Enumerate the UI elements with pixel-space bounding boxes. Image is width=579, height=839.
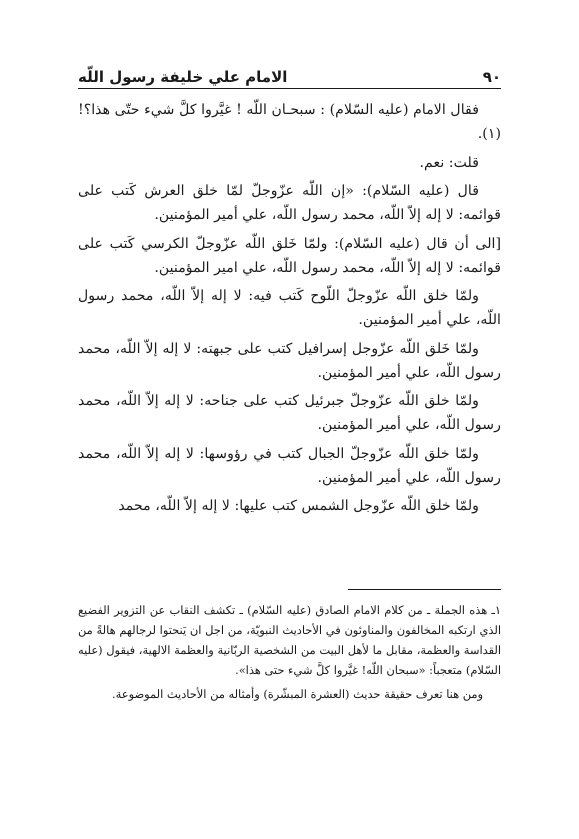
paragraph: [الى أن قال (عليه السّلام): ولمّا خَلق اللّه عزّوجلّ الكرسي كَتب على قوائمه: لا إله إلاّ اللّه، محمد رسول اللّه، علي امير المؤمنين. bbox=[78, 235, 501, 276]
paragraph: فقال الامام (عليه السّلام) : سبحـان اللّه ! غيَّروا كلَّ شيء حتّى هذا؟!(١). bbox=[78, 102, 501, 142]
running-title: الامام علي خليفة رسول اللّه bbox=[78, 68, 288, 86]
footnote-1: ١ـ هذه الجملة ـ من كلام الامام الصادق (عليه السّلام) ـ تكشف النقاب عن التزوير الفضيع الذي ارتكبه المخالفون والمناوئون في الأحاديث النبويّة، من اجل ان يَنحتوا لرجالهم هالةً من القداسة والعظمة، مقابل ما لأهل البيت من الشخصية الربّانية والعظمة الالهية، فيقول (عليه السّلام) متعجباً: «سبحان اللّه! غيَّروا كلَّ شيء حتى هذا». bbox=[78, 603, 501, 677]
header-rule bbox=[78, 88, 501, 89]
footnotes bbox=[78, 600, 501, 708]
paragraph: ولمّا خلق اللّه عزّوجلّ اللّوح كَتب فيه: لا إله إلاّ اللّه، محمد رسول اللّه، علي أمير المؤمنين. bbox=[78, 288, 501, 328]
paragraph: ولمّا خَلق اللّه عزّوجل إسرافيل كتب على جبهته: لا إله إلاّ اللّه، محمد رسول اللّه، علي أمير المؤمنين. bbox=[78, 340, 501, 381]
main-text bbox=[78, 98, 501, 523]
paragraph: ولمّا خلق اللّه عزّوجلّ جبرئيل كتب على جناحه: لا إله إلاّ اللّه، محمد رسول اللّه، علي أمير المؤمنين. bbox=[78, 393, 501, 433]
footnote-separator bbox=[348, 589, 501, 590]
page-number: ٩٠ bbox=[482, 68, 501, 86]
running-header bbox=[78, 60, 501, 86]
paragraph: ولمّا خلق اللّه عزّوجل الشمس كتب عليها: لا إله إلاّ اللّه، محمد bbox=[118, 498, 479, 514]
paragraph: ولمّا خلق اللّه عزّوجلّ الجبال كتب في رؤوسها: لا إله إلاّ اللّه، محمد رسول اللّه، علي أمير المؤمنين. bbox=[78, 445, 501, 486]
footnote-continuation: ومن هنا تعرف حقيقة حديث (العشرة المبشّرة) وأمثاله من الأحاديث الموضوعة. bbox=[112, 687, 483, 701]
paragraph: قلت: نعم. bbox=[419, 154, 479, 171]
paragraph: قال (عليه السّلام): «إن اللّه عزّوجلّ لمّا خلق العرش كَتب على قوائمه: لا إله إلاّ اللّه، محمد رسول اللّه، علي أمير المؤمنين. bbox=[78, 183, 501, 223]
